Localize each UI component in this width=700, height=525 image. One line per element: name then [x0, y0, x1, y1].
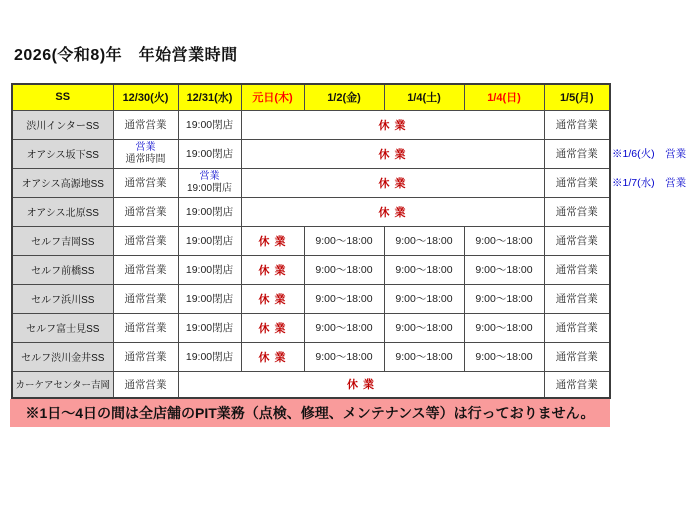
schedule-cell: 9:00～18:00 [384, 226, 464, 255]
column-header-7: 1/5(月) [544, 84, 610, 110]
schedule-cell: 9:00～18:00 [304, 226, 384, 255]
schedule-cell: 9:00～18:00 [384, 342, 464, 371]
schedule-cell: 通常営業 [544, 371, 610, 398]
schedule-cell [178, 168, 241, 197]
schedule-cell: 9:00～18:00 [464, 226, 544, 255]
schedule-cell: 9:00～18:00 [464, 313, 544, 342]
station-name: セルフ浜川SS [12, 284, 113, 313]
closed-cell: 休 業 [241, 342, 304, 371]
column-header-0: SS [12, 84, 113, 110]
schedule-cell: 9:00～18:00 [384, 255, 464, 284]
closed-cell: 休 業 [241, 313, 304, 342]
schedule-line: 通常時間 [125, 153, 166, 165]
closed-cell: 休 業 [241, 255, 304, 284]
schedule-cell: 通常営業 [544, 139, 610, 168]
schedule-cell: 通常営業 [544, 226, 610, 255]
table-row [12, 110, 610, 139]
schedule-cell: 9:00～18:00 [384, 284, 464, 313]
column-header-1: 12/30(火) [113, 84, 178, 110]
closed-cell: 休 業 [241, 139, 544, 168]
schedule-cell: 19:00閉店 [178, 313, 241, 342]
schedule-cell: 19:00閉店 [178, 139, 241, 168]
schedule-cell: 19:00閉店 [178, 255, 241, 284]
table-header [12, 84, 610, 110]
open-label: 営業 [135, 141, 156, 153]
schedule-cell: 通常営業 [113, 110, 178, 139]
schedule-cell: 通常営業 [113, 371, 178, 398]
closed-cell: 休 業 [178, 371, 544, 398]
column-header-2: 12/31(水) [178, 84, 241, 110]
schedule-cell [113, 139, 178, 168]
schedule-cell: 通常営業 [544, 168, 610, 197]
table-row [12, 371, 610, 398]
table-row [12, 255, 610, 284]
business-hours-table [11, 83, 611, 399]
schedule-cell: 9:00～18:00 [464, 342, 544, 371]
pit-notice-text: ※1日～4日の間は全店舗のPIT業務（点検、修理、メンテナンス等）は行っておりません。 [25, 405, 595, 421]
schedule-cell: 通常営業 [544, 342, 610, 371]
schedule-cell: 9:00～18:00 [304, 255, 384, 284]
annotation-1-6-open: ※1/6(火) 営業 [612, 148, 687, 160]
schedule-cell: 通常営業 [113, 313, 178, 342]
table-row [12, 226, 610, 255]
open-label: 営業 [199, 170, 220, 182]
closed-cell: 休 業 [241, 226, 304, 255]
column-header-4: 1/2(金) [304, 84, 384, 110]
schedule-cell: 通常営業 [544, 284, 610, 313]
column-header-3: 元日(木) [241, 84, 304, 110]
page-title: 2026(令和8)年 年始営業時間 [14, 47, 238, 64]
schedule-cell: 通常営業 [113, 197, 178, 226]
column-header-5: 1/4(土) [384, 84, 464, 110]
schedule-cell: 通常営業 [113, 284, 178, 313]
annotation-1-7-open: ※1/7(水) 営業 [612, 177, 687, 189]
station-name: セルフ吉岡SS [12, 226, 113, 255]
schedule-cell: 通常営業 [544, 313, 610, 342]
schedule-cell: 19:00閉店 [178, 110, 241, 139]
schedule-cell: 通常営業 [113, 342, 178, 371]
schedule-cell: 9:00～18:00 [304, 313, 384, 342]
schedule-cell: 9:00～18:00 [304, 284, 384, 313]
closed-cell: 休 業 [241, 197, 544, 226]
station-name: オアシス北原SS [12, 197, 113, 226]
table-body [12, 110, 610, 398]
table-row [12, 342, 610, 371]
schedule-cell: 9:00～18:00 [464, 255, 544, 284]
schedule-cell: 9:00～18:00 [384, 313, 464, 342]
table-row [12, 313, 610, 342]
schedule-cell: 通常営業 [113, 255, 178, 284]
schedule-cell: 通常営業 [544, 255, 610, 284]
schedule-cell: 通常営業 [113, 226, 178, 255]
closed-cell: 休 業 [241, 110, 544, 139]
station-name: セルフ渋川金井SS [12, 342, 113, 371]
schedule-cell: 通常営業 [544, 110, 610, 139]
schedule-cell: 9:00～18:00 [304, 342, 384, 371]
schedule-cell: 19:00閉店 [178, 284, 241, 313]
table-row [12, 139, 610, 168]
station-name: セルフ富士見SS [12, 313, 113, 342]
closed-cell: 休 業 [241, 168, 544, 197]
column-header-6: 1/4(日) [464, 84, 544, 110]
station-name: カーケアセンター吉岡 [12, 371, 113, 398]
schedule-cell: 19:00閉店 [178, 226, 241, 255]
table-row [12, 168, 610, 197]
station-name: 渋川インターSS [12, 110, 113, 139]
table-row [12, 284, 610, 313]
station-name: オアシス坂下SS [12, 139, 113, 168]
closed-cell: 休 業 [241, 284, 304, 313]
station-name: セルフ前橋SS [12, 255, 113, 284]
schedule-cell: 通常営業 [113, 168, 178, 197]
schedule-cell: 19:00閉店 [178, 197, 241, 226]
pit-notice-banner [10, 399, 610, 427]
station-name: オアシス高源地SS [12, 168, 113, 197]
schedule-cell: 9:00～18:00 [464, 284, 544, 313]
schedule-cell: 19:00閉店 [178, 342, 241, 371]
schedule-line: 19:00閉店 [186, 182, 233, 194]
header-row [12, 84, 610, 110]
schedule-cell: 通常営業 [544, 197, 610, 226]
table-row [12, 197, 610, 226]
